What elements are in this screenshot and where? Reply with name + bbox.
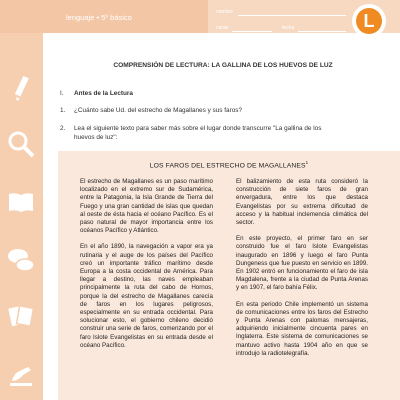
course-field-label: curso — [216, 25, 229, 31]
header-bar — [0, 0, 400, 40]
date-field[interactable] — [298, 31, 346, 32]
paragraph: En el año 1890, la navegación a vapor era ya rutinaria y el auge de los países del Pacífico creó un importante tráfico marítimo desde Europa a la costa occidental de América. Para llegar a destino, las naves empleaban principalmente la ruta del cabo de Hornos, porque la del estrecho de Magallanes carecía de faros en los lugares peligrosos, especialmente en su entrada occidental. Para solucionar esto, el gobierno chileno decidió construir una serie de faros, comenzando por el faro Islote Evangelistas en su entrada desde el océano Pacífico. — [80, 243, 213, 349]
paragraph: En este proyecto, el primer faro en ser construido fue el faro Islote Evangelistas inaugurado en 1896 y luego el faro Punta Dungeness que fue puesto en servicio en 1899. En 1902 entró en funcionamiento el faro de isla Magdalena, frente a la ciudad de Punta Arenas y en 1907, el faro bahía Félix. — [236, 235, 368, 292]
question-number: 2. — [60, 125, 66, 132]
question-text-continued: huevos de luz": — [74, 134, 118, 141]
reading-title — [58, 160, 400, 169]
question-text: ¿Cuánto sabe Ud. del estrecho de Magallanes y sus faros? — [74, 107, 243, 114]
writing-hand-icon — [6, 359, 36, 389]
date-field-label: fecha — [282, 25, 295, 31]
page-title: COMPRENSIÓN DE LECTURA: LA GALLINA DE LOS HUEVOS DE LUZ — [113, 62, 333, 69]
reading-title-text: LOS FAROS DEL ESTRECHO DE MAGALLANES — [149, 162, 306, 170]
magnifier-icon — [6, 129, 36, 159]
question-2 — [60, 124, 392, 142]
paragraph: El estrecho de Magallanes es un paso marítimo localizado en el extremo sur de Sudamérica, entre la Patagonia, la Isla Grande de Tierra del Fuego y una gran cantidad de islas que quedan al oeste de ésta hacia el océano Pacífico. Es el paso natural de mayor importancia entre los océanos Pacífico y Atlántico. — [80, 178, 213, 235]
name-field[interactable] — [238, 15, 346, 16]
reading-column-right — [236, 178, 368, 366]
section-heading — [60, 90, 133, 97]
paragraph: El balizamiento de esta ruta consideró la construcción de siete faros de gran envergadura, entre los que destaca Evangelistas por su extrema dificultad de acceso y la habitual inclemencia climática del sector. — [236, 178, 368, 227]
cards-icon — [6, 301, 36, 331]
footnote-marker: 1 — [305, 160, 309, 165]
section-label: Antes de la Lectura — [74, 90, 133, 97]
question-text: Lea el siguiente texto para saber más sobre el lugar donde transcurre "La gallina de los — [74, 125, 322, 132]
name-field-label: nombre — [216, 9, 233, 15]
reading-column-left — [80, 178, 213, 358]
reading-box — [58, 151, 400, 400]
subject-label: lenguaje • 5º básico — [66, 13, 132, 22]
speech-bubbles-icon — [6, 245, 36, 275]
sidebar — [0, 33, 43, 400]
subject-logo: L — [356, 8, 382, 34]
section-number: I. — [60, 90, 64, 97]
question-number: 1. — [60, 107, 66, 114]
pencil-icon — [6, 73, 36, 103]
question-1 — [60, 107, 242, 114]
paragraph: En esta periodo Chile implementó un sistema de comunicaciones entre los faros del Estrecho y Punta Arenas con palomas mensajeras, adquiriendo inicialmente cincuenta pares en Inglaterra. Este sistema de comunicaciones se mantuvo activo hasta 1904 año en que se introdujo la radiotelegrafía. — [236, 300, 368, 357]
course-field[interactable] — [232, 31, 272, 32]
book-icon — [6, 187, 36, 217]
